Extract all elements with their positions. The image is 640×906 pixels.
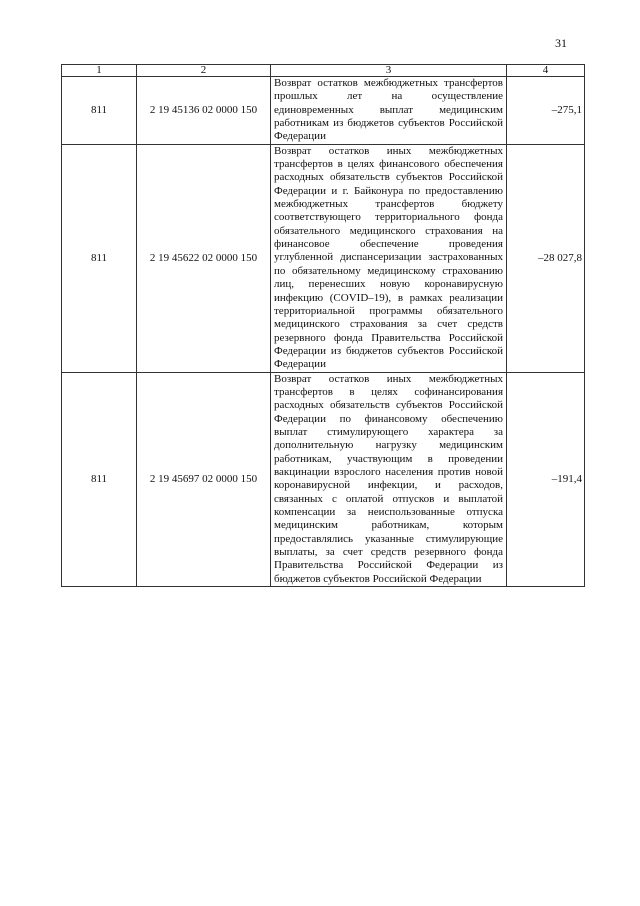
table-row bbox=[62, 77, 585, 145]
admin-code-cell: 811 bbox=[62, 77, 137, 145]
column-header-2: 2 bbox=[137, 65, 271, 77]
column-header-3: 3 bbox=[271, 65, 507, 77]
amount-cell: –275,1 bbox=[507, 77, 585, 145]
admin-code-cell: 811 bbox=[62, 144, 137, 372]
kbk-code-cell: 2 19 45136 02 0000 150 bbox=[137, 77, 271, 145]
column-header-4: 4 bbox=[507, 65, 585, 77]
kbk-code-cell: 2 19 45697 02 0000 150 bbox=[137, 372, 271, 587]
admin-code-cell: 811 bbox=[62, 372, 137, 587]
description-cell: Возврат остатков иных межбюджетных трансфертов в целях софинансирования расходных обязательств субъектов Российской Федерации по финансовому обеспечению выплат стимулирующего характера за дополнительную нагрузку медицинским работникам, участвующим в проведении вакцинации взрослого населения против новой коронавирусной инфекции, и расходов, связанных с оплатой отпусков и выплатой компенсации за неиспользованные отпуска медицинским работникам, которым предоставлялись указанные стимулирующие выплаты, за счет средств резервного фонда Правительства Российской Федерации из бюджетов субъектов Российской Федерации bbox=[271, 372, 507, 587]
amount-cell: –191,4 bbox=[507, 372, 585, 587]
table-row bbox=[62, 372, 585, 587]
kbk-code-cell: 2 19 45622 02 0000 150 bbox=[137, 144, 271, 372]
description-cell: Возврат остатков межбюджетных трансфертов прошлых лет на осуществление единовременных выплат медицинским работникам из бюджетов субъектов Российской Федерации bbox=[271, 77, 507, 145]
budget-return-table bbox=[61, 64, 585, 587]
page-number: 31 bbox=[555, 36, 567, 50]
description-cell: Возврат остатков иных межбюджетных трансфертов в целях финансового обеспечения расходных обязательств субъектов Российской Федерации и г. Байконура по предоставлению межбюджетных трансфертов бюджету соответствующего территориального фонда обязательного медицинского страхования на финансовое обеспечение проведения углубленной диспансеризации застрахованных по обязательному медицинскому страхованию лиц, перенесших новую коронавирусную инфекцию (COVID–19), в рамках реализации территориальной программы обязательного медицинского страхования за счет средств резервного фонда Правительства Российской Федерации из бюджетов субъектов Российской Федерации bbox=[271, 144, 507, 372]
amount-cell: –28 027,8 bbox=[507, 144, 585, 372]
table-row bbox=[62, 144, 585, 372]
column-header-1: 1 bbox=[62, 65, 137, 77]
table-header-row bbox=[62, 65, 585, 77]
